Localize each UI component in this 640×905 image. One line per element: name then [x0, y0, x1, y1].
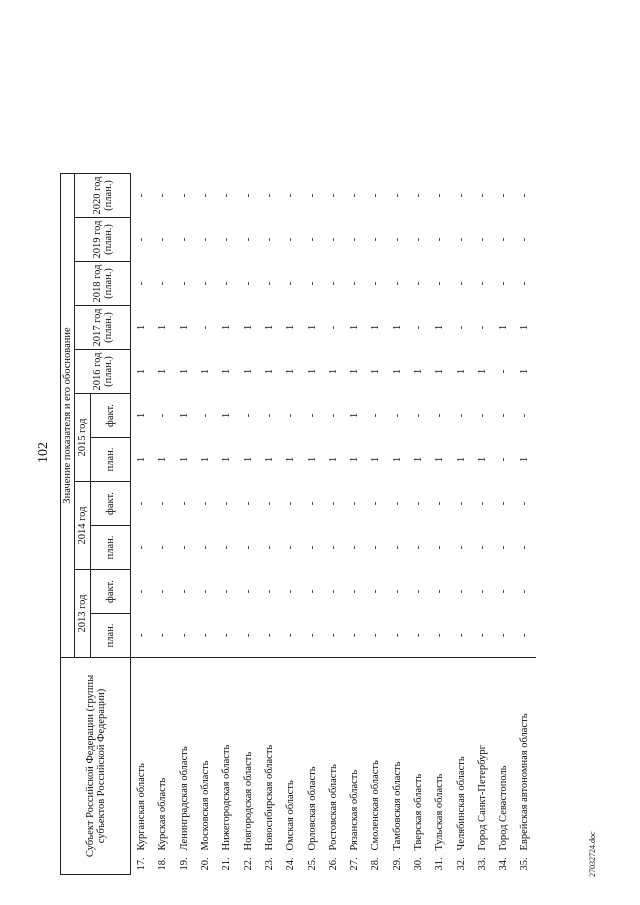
value-cell: 1 [327, 368, 339, 375]
table-row [514, 174, 535, 875]
value-cell: - [413, 589, 424, 594]
value-cell: - [476, 325, 488, 330]
value-cell: 1 [370, 456, 382, 463]
value-cell: - [221, 281, 233, 286]
value-cell: - [306, 589, 318, 594]
value-cell: - [349, 545, 361, 550]
value-cell: - [498, 457, 510, 462]
value-cell: - [178, 633, 190, 637]
year-2019-header: 2019 год (план.) [75, 218, 131, 262]
value-cell: - [434, 413, 446, 418]
value-cell: - [498, 413, 510, 418]
row-number: 33. [476, 857, 488, 871]
value-cell: - [327, 325, 339, 330]
page-number: 102 [36, 442, 51, 463]
value-cell: 1 [327, 456, 339, 463]
value-cell: - [413, 413, 424, 418]
value-cell: - [157, 413, 169, 418]
value-cell: 1 [200, 368, 212, 375]
value-cell: - [519, 281, 531, 286]
value-cell: - [455, 237, 467, 242]
value-cell: - [285, 633, 297, 637]
value-cell: - [391, 589, 403, 594]
row-number: 18. [157, 857, 169, 871]
value-cell: - [157, 237, 169, 242]
value-cell: 1 [200, 456, 212, 463]
subject-name: Город Санкт-Петербург [472, 658, 493, 853]
value-cell: 1 [455, 456, 467, 463]
indicator-table [60, 173, 536, 875]
value-cell: - [178, 589, 190, 594]
value-cell: 1 [349, 412, 361, 419]
value-cell: - [434, 501, 446, 506]
value-cell: - [349, 501, 361, 506]
subject-name: Нижегородская область [216, 658, 237, 853]
value-cell: - [455, 545, 467, 550]
table-row [493, 174, 514, 875]
value-cell: 1 [285, 456, 297, 463]
table-row [237, 174, 258, 875]
value-cell: - [263, 633, 275, 637]
value-cell: 1 [242, 456, 254, 463]
table-row [387, 174, 408, 875]
value-cell: - [498, 501, 510, 506]
value-cell: - [285, 193, 297, 198]
value-cell: - [136, 589, 148, 594]
value-cell: - [455, 501, 467, 506]
plan-2015-header: план. [91, 438, 131, 482]
value-cell: - [391, 545, 403, 550]
value-cell: - [476, 281, 488, 286]
table-row [280, 174, 301, 875]
value-cell: - [178, 501, 190, 506]
fact-2015-header: факт. [91, 394, 131, 438]
value-cell: 1 [263, 324, 275, 331]
row-number: 25. [306, 857, 318, 871]
value-cell: 1 [434, 368, 446, 375]
value-cell: - [285, 501, 297, 506]
value-cell: 1 [221, 456, 233, 463]
value-cell: - [455, 281, 467, 286]
table-row [365, 174, 386, 875]
value-cell: 1 [178, 412, 190, 419]
value-cell: - [200, 501, 212, 506]
row-number: 17. [136, 857, 148, 871]
value-cell: - [263, 237, 275, 242]
value-cell: - [200, 325, 212, 330]
value-cell: - [221, 545, 233, 550]
subject-name: Новосибирская область [259, 658, 280, 853]
value-cell: - [349, 281, 361, 286]
value-cell: - [136, 633, 148, 637]
value-cell: - [519, 193, 531, 198]
value-cell: - [327, 413, 339, 418]
value-cell: - [327, 545, 339, 550]
value-cell: - [349, 633, 361, 637]
value-cell: - [327, 589, 339, 594]
subject-name: Курганская область [131, 658, 153, 853]
value-cell: 1 [391, 368, 403, 375]
value-cell: - [434, 193, 446, 198]
value-cell: 1 [221, 368, 233, 375]
value-cell: - [200, 633, 212, 637]
row-number: 24. [285, 857, 297, 871]
value-cell: - [413, 325, 424, 330]
value-cell: - [221, 501, 233, 506]
value-cell: - [306, 193, 318, 198]
value-cell: - [221, 633, 233, 637]
value-cell: - [519, 545, 531, 550]
year-2017-header: 2017 год (план.) [75, 306, 131, 350]
value-cell: - [455, 325, 467, 330]
value-cell: - [413, 281, 424, 286]
value-cell: 1 [413, 456, 424, 463]
row-number: 31. [434, 857, 446, 871]
value-cell: - [136, 193, 148, 198]
value-cell: - [498, 633, 510, 637]
value-cell: - [306, 413, 318, 418]
value-cell: 1 [391, 456, 403, 463]
value-cell: - [327, 193, 339, 198]
value-cell: 1 [178, 324, 190, 331]
value-cell: - [263, 501, 275, 506]
table-row [174, 174, 195, 875]
value-cell: - [370, 589, 382, 594]
value-cell: - [370, 501, 382, 506]
value-cell: - [157, 501, 169, 506]
value-cell: - [413, 193, 424, 198]
row-number: 19. [178, 857, 190, 871]
value-cell: 1 [285, 324, 297, 331]
value-cell: - [285, 281, 297, 286]
year-2016-header: 2016 год (план.) [75, 350, 131, 394]
value-cell: - [221, 589, 233, 594]
value-cell: - [434, 281, 446, 286]
row-number: 27. [349, 857, 361, 871]
value-cell: 1 [136, 456, 148, 463]
value-cell: - [200, 193, 212, 198]
value-cell: - [263, 413, 275, 418]
value-cell: 1 [434, 456, 446, 463]
plan-2013-header: план. [91, 614, 131, 658]
value-cell: 1 [349, 324, 361, 331]
fact-2013-header: факт. [91, 570, 131, 614]
value-cell: 1 [242, 324, 254, 331]
subject-name: Тульская область [429, 658, 450, 853]
value-cell: - [306, 237, 318, 242]
value-cell: - [136, 501, 148, 506]
value-cell: - [349, 237, 361, 242]
value-cell: - [263, 545, 275, 550]
fact-2014-header: факт. [91, 482, 131, 526]
value-cell: - [242, 413, 254, 418]
value-cell: 1 [519, 368, 531, 375]
value-cell: - [263, 193, 275, 198]
value-cell: 1 [519, 324, 531, 331]
value-cell: - [519, 501, 531, 506]
value-cell: - [370, 413, 382, 418]
value-cell: - [136, 545, 148, 550]
value-cell: 1 [136, 368, 148, 375]
row-number: 29. [391, 857, 403, 871]
value-cell: - [306, 633, 318, 637]
value-cell: - [413, 545, 424, 550]
subject-name: Ленинградская область [174, 658, 195, 853]
subject-name: Орловская область [301, 658, 322, 853]
subject-column-header: Субъект Российской Федерации (группы субъектов Российской Федерации) [61, 658, 131, 875]
value-cell: - [391, 193, 403, 198]
subject-name: Смоленская область [365, 658, 386, 853]
subject-name: Курская область [152, 658, 173, 853]
value-cell: - [327, 633, 339, 637]
value-cell: - [285, 545, 297, 550]
value-cell: - [476, 413, 488, 418]
subject-name: Тверская область [408, 658, 429, 853]
value-cell: - [519, 589, 531, 594]
value-cell: 1 [157, 368, 169, 375]
value-cell: 1 [136, 412, 148, 419]
value-cell: - [391, 281, 403, 286]
value-cell: - [519, 413, 531, 418]
table-row [259, 174, 280, 875]
value-cell: - [476, 589, 488, 594]
value-cell: - [413, 501, 424, 506]
value-cell: - [391, 237, 403, 242]
value-cell: - [285, 237, 297, 242]
value-cell: 1 [306, 324, 318, 331]
subject-name: Город Севастополь [493, 658, 514, 853]
value-cell: - [498, 281, 510, 286]
value-cell: - [221, 193, 233, 198]
table-body [131, 174, 536, 875]
document-footer: 27032724.doc [588, 831, 597, 877]
value-cell: - [306, 281, 318, 286]
value-cell: - [200, 589, 212, 594]
value-cell: - [157, 545, 169, 550]
value-cell: - [242, 589, 254, 594]
value-cell: - [519, 633, 531, 637]
value-cell: - [498, 369, 510, 374]
value-cell: 1 [221, 412, 233, 419]
value-cell: - [476, 237, 488, 242]
value-cell: 1 [391, 324, 403, 331]
value-cell: - [476, 545, 488, 550]
value-cell: 1 [221, 324, 233, 331]
value-cell: - [157, 589, 169, 594]
row-number: 35. [519, 857, 531, 871]
row-number: 20. [200, 857, 212, 871]
value-cell: 1 [157, 456, 169, 463]
value-cell: - [391, 413, 403, 418]
subject-name: Московская область [195, 658, 216, 853]
row-number: 34. [498, 857, 510, 871]
value-cell: - [434, 237, 446, 242]
value-cell: - [242, 193, 254, 198]
value-cell: 1 [370, 368, 382, 375]
value-cell: - [434, 589, 446, 594]
value-cell: - [476, 633, 488, 637]
subject-name: Еврейская автономная область [514, 658, 535, 853]
row-number: 22. [242, 857, 254, 871]
value-cell: 1 [263, 368, 275, 375]
value-cell: - [370, 237, 382, 242]
value-cell: - [221, 237, 233, 242]
table-row [429, 174, 450, 875]
value-cell: 1 [178, 368, 190, 375]
row-number: 30. [413, 857, 424, 871]
value-cell: - [370, 633, 382, 637]
subject-name: Рязанская область [344, 658, 365, 853]
value-cell: 1 [519, 456, 531, 463]
year-2013-header: 2013 год [75, 570, 91, 658]
value-cell: - [327, 281, 339, 286]
value-cell: 1 [349, 456, 361, 463]
row-number: 21. [221, 857, 233, 871]
table-row [408, 174, 429, 875]
value-cell: - [370, 193, 382, 198]
value-cell: - [306, 501, 318, 506]
value-cell: - [263, 589, 275, 594]
value-cell: - [455, 589, 467, 594]
row-number: 23. [263, 857, 275, 871]
value-cell: 1 [370, 324, 382, 331]
value-cell: - [498, 589, 510, 594]
row-number: 26. [327, 857, 339, 871]
value-cell: 1 [242, 368, 254, 375]
subject-name: Новгородская область [237, 658, 258, 853]
value-cell: - [242, 633, 254, 637]
value-cell: - [157, 281, 169, 286]
value-cell: - [455, 633, 467, 637]
subject-name: Омская область [280, 658, 301, 853]
value-cell: - [349, 193, 361, 198]
value-cell: - [157, 193, 169, 198]
value-cell: - [178, 193, 190, 198]
value-cell: - [136, 237, 148, 242]
table-row [344, 174, 365, 875]
table-row [152, 174, 173, 875]
table-row [216, 174, 237, 875]
value-cell: - [242, 501, 254, 506]
year-2014-header: 2014 год [75, 482, 91, 570]
year-2015-header: 2015 год [75, 394, 91, 482]
value-cell: - [519, 237, 531, 242]
value-cell: - [434, 545, 446, 550]
row-number: 28. [370, 857, 382, 871]
value-cell: - [178, 237, 190, 242]
table-row [450, 174, 471, 875]
subject-name: Челябинская область [450, 658, 471, 853]
value-cell: 1 [306, 368, 318, 375]
value-cell: - [178, 545, 190, 550]
table-row [131, 174, 153, 875]
value-cell: - [200, 545, 212, 550]
indicator-group-header: Значение показателя и его обоснование [61, 174, 75, 658]
value-cell: - [413, 237, 424, 242]
value-cell: 1 [136, 324, 148, 331]
value-cell: 1 [178, 456, 190, 463]
year-2020-header: 2020 год (план.) [75, 174, 131, 218]
subject-name: Тамбовская область [387, 658, 408, 853]
row-number: 32. [455, 857, 467, 871]
value-cell: - [391, 501, 403, 506]
value-cell: 1 [349, 368, 361, 375]
value-cell: 1 [413, 368, 424, 375]
value-cell: - [349, 589, 361, 594]
value-cell: - [285, 413, 297, 418]
value-cell: - [157, 633, 169, 637]
value-cell: 1 [476, 368, 488, 375]
value-cell: 1 [263, 456, 275, 463]
value-cell: - [413, 633, 424, 637]
subject-name: Ростовская область [323, 658, 344, 853]
value-cell: - [327, 237, 339, 242]
value-cell: - [263, 281, 275, 286]
table-row [323, 174, 344, 875]
value-cell: - [498, 237, 510, 242]
value-cell: 1 [498, 324, 510, 331]
value-cell: - [498, 545, 510, 550]
value-cell: 1 [455, 368, 467, 375]
table-row [301, 174, 322, 875]
value-cell: 1 [285, 368, 297, 375]
value-cell: - [200, 237, 212, 242]
value-cell: - [178, 281, 190, 286]
value-cell: - [370, 281, 382, 286]
value-cell: - [476, 501, 488, 506]
value-cell: - [455, 413, 467, 418]
value-cell: 1 [434, 324, 446, 331]
value-cell: - [200, 413, 212, 418]
value-cell: - [242, 281, 254, 286]
value-cell: - [498, 193, 510, 198]
table-row [472, 174, 493, 875]
value-cell: - [370, 545, 382, 550]
value-cell: - [200, 281, 212, 286]
value-cell: - [136, 281, 148, 286]
value-cell: - [242, 545, 254, 550]
value-cell: 1 [306, 456, 318, 463]
value-cell: 1 [157, 324, 169, 331]
year-2018-header: 2018 год (план.) [75, 262, 131, 306]
value-cell: - [391, 633, 403, 637]
plan-2014-header: план. [91, 526, 131, 570]
value-cell: - [434, 633, 446, 637]
value-cell: - [285, 589, 297, 594]
value-cell: - [476, 193, 488, 198]
value-cell: - [306, 545, 318, 550]
value-cell: - [242, 237, 254, 242]
table-row [195, 174, 216, 875]
value-cell: - [327, 501, 339, 506]
value-cell: 1 [476, 456, 488, 463]
value-cell: - [455, 193, 467, 198]
